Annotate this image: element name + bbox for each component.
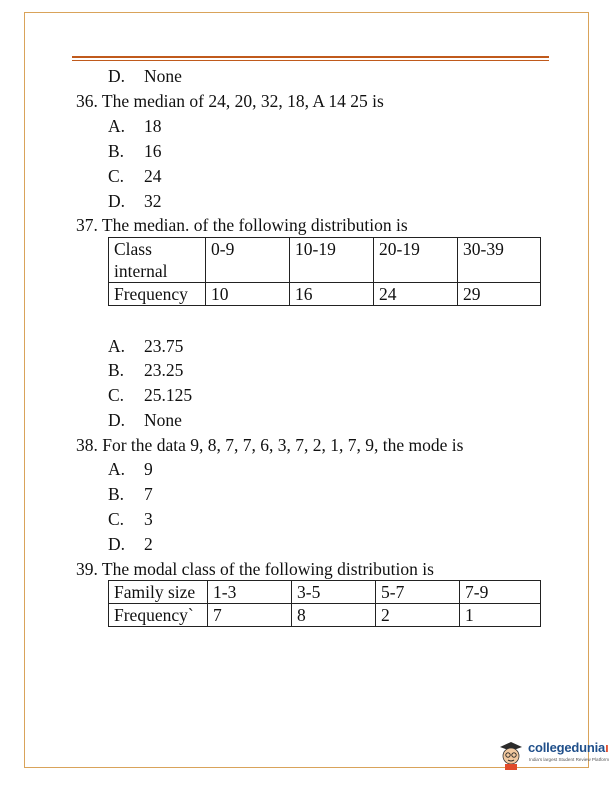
q36-option-c [108, 166, 162, 186]
option-letter: D. [108, 410, 126, 430]
option-text: 16 [144, 141, 162, 161]
q39-distribution-table [108, 580, 541, 627]
question-38: 38. For the data 9, 8, 7, 7, 6, 3, 7, 2, 1, 7, 9, the mode is [76, 435, 464, 455]
table-cell: 7-9 [460, 581, 541, 604]
table-cell: 1-3 [208, 581, 292, 604]
option-text: 9 [144, 459, 153, 479]
option-letter: C. [108, 385, 125, 405]
student-mascot-icon [498, 740, 524, 770]
table-cell: Class internal [109, 238, 206, 283]
option-letter: D. [108, 66, 126, 86]
table-cell: 10-19 [290, 238, 374, 283]
table-cell: 30-39 [458, 238, 541, 283]
table-cell: 16 [290, 283, 374, 306]
q36-option-a [108, 116, 162, 136]
option-letter: A. [108, 459, 126, 479]
option-letter: A. [108, 336, 126, 356]
q38-option-c [108, 509, 153, 529]
q37-option-b [108, 360, 183, 380]
q35-option-d [108, 66, 182, 86]
table-cell: 2 [376, 604, 460, 627]
q38-option-a [108, 459, 153, 479]
table-cell: 0-9 [206, 238, 290, 283]
option-text: None [144, 410, 182, 430]
logo-wordmark-main: collegedunia [528, 740, 606, 755]
option-letter: B. [108, 484, 125, 504]
table-cell: 24 [374, 283, 458, 306]
table-cell: Frequency [109, 283, 206, 306]
table-row [109, 238, 541, 283]
table-cell: 29 [458, 283, 541, 306]
option-text: 3 [144, 509, 153, 529]
option-letter: A. [108, 116, 126, 136]
table-row [109, 283, 541, 306]
q38-option-d [108, 534, 153, 554]
option-text: None [144, 66, 182, 86]
option-text: 24 [144, 166, 162, 186]
question-39: 39. The modal class of the following distribution is [76, 559, 434, 579]
logo-wordmark [528, 740, 608, 755]
option-text: 7 [144, 484, 153, 504]
question-36: 36. The median of 24, 20, 32, 18, A 14 25 is [76, 91, 384, 111]
option-text: 25.125 [144, 385, 193, 405]
option-text: 32 [144, 191, 162, 211]
q36-option-d [108, 191, 162, 211]
q37-option-d [108, 410, 182, 430]
option-text: 2 [144, 534, 153, 554]
table-cell: 7 [208, 604, 292, 627]
q36-option-b [108, 141, 162, 161]
table-cell: 10 [206, 283, 290, 306]
option-letter: D. [108, 191, 126, 211]
q37-distribution-table [108, 237, 541, 306]
option-letter: B. [108, 141, 125, 161]
header-rule [72, 56, 549, 61]
q38-option-b [108, 484, 153, 504]
table-cell: 3-5 [292, 581, 376, 604]
table-cell: 8 [292, 604, 376, 627]
logo-wordmark-accent: ı [605, 740, 609, 755]
option-letter: B. [108, 360, 125, 380]
table-cell: Frequency` [109, 604, 208, 627]
option-letter: C. [108, 166, 125, 186]
collegedunia-logo [498, 738, 610, 774]
option-letter: C. [108, 509, 125, 529]
table-cell: 5-7 [376, 581, 460, 604]
question-37: 37. The median. of the following distribution is [76, 215, 408, 235]
option-text: 23.75 [144, 336, 184, 356]
table-cell: Family size [109, 581, 208, 604]
option-text: 18 [144, 116, 162, 136]
q37-option-c [108, 385, 192, 405]
option-text: 23.25 [144, 360, 184, 380]
table-row [109, 581, 541, 604]
q37-option-a [108, 336, 183, 356]
option-letter: D. [108, 534, 126, 554]
table-cell: 20-19 [374, 238, 458, 283]
table-cell: 1 [460, 604, 541, 627]
table-row [109, 604, 541, 627]
logo-tagline: India's largest Student Review Platform [529, 757, 610, 762]
